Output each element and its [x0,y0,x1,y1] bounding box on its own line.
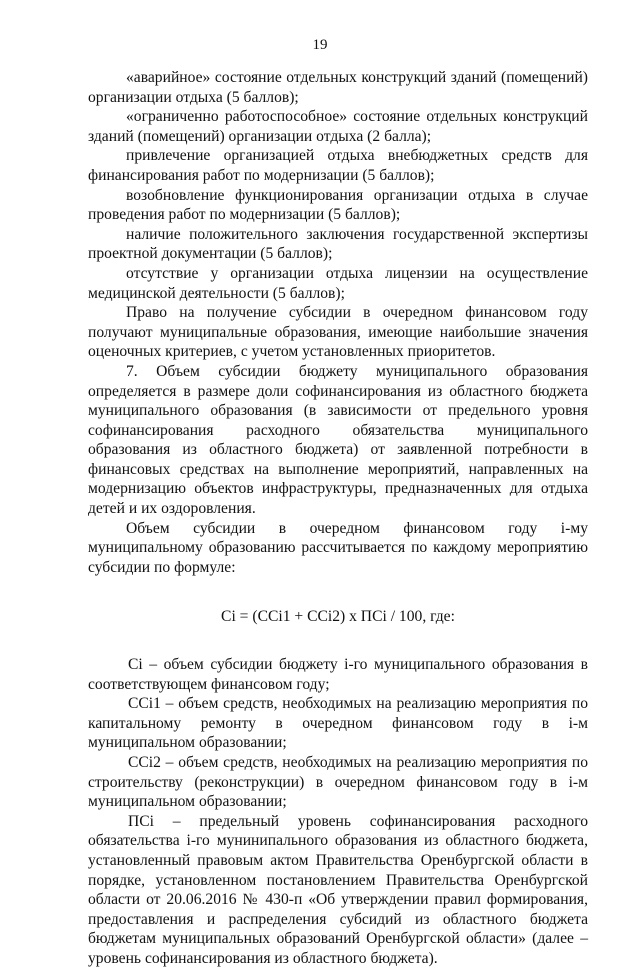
criterion-extrabudget-funds: привлечение организацией отдыха внебюджетных средств для финансирования работ по модернизации (5 баллов); [88,147,588,184]
eligibility-paragraph: Право на получение субсидии в очередном финансовом году получают муниципальные образования, имеющие наибольшие значения оценочных критериев, с учетом установленных приоритетов. [88,304,588,361]
definition-psi: ПСi – предельный уровень софинансирования расходного обязательства i-го мунинипального образования из областного бюджета, установленный правовым актом Правительства Оренбургской области в порядке, установленном постановлением Правительства Оренбургской области от 20.06.2016 № 430-п «Об утверждении правил формирования, предоставления и распределения субсидий из областного бюджета бюджетам муниципальных образований Оренбургской области» (далее – уровень софинансирования из областного бюджета). [88,812,588,967]
document-body [88,68,588,969]
subsidy-formula: Сi = (ССi1 + ССi2) х ПСi / 100, где: [221,608,455,626]
page-number: 19 [312,37,328,53]
definition-cci1: ССi1 – объем средств, необходимых на реализацию мероприятия по капитальному ремонту в очередном финансовом году в i-м муниципальном образовании; [88,695,588,752]
criterion-resumption: возобновление функционирования организации отдыха в случае проведения работ по модернизации (5 баллов); [88,186,588,224]
criterion-emergency-state: «аварийное» состояние отдельных конструкций зданий (помещений) организации отдыха (5 баллов); [88,69,588,106]
definition-ci: Сi – объем субсидии бюджету i-го муниципального образования в соответствующем финансовом году; [88,656,588,693]
clause-7-paragraph: 7. Объем субсидии бюджету муниципального образования определяется в размере доли софинансирования из областного бюджета муниципального образования (в зависимости от предельного уровня софинансирования расходного обязательства муниципального образования из областного бюджета) от заявленной потребности в финансовых средствах на выполнение мероприятий, направленных на модернизацию объектов инфраструктуры, предназначенных для отдыха детей и их оздоровления. [88,362,588,518]
criterion-limited-state: «ограниченно работоспособное» состояние отдельных конструкций зданий (помещений) организации отдыха (2 балла); [88,108,588,145]
formula-intro-paragraph: Объем субсидии в очередном финансовом году i-му муниципальному образованию рассчитывается по каждому мероприятию субсидии по формуле: [88,519,588,576]
criterion-expertise: наличие положительного заключения государственной экспертизы проектной документации (5 баллов); [88,225,588,263]
criterion-no-license: отсутствие у организации отдыха лицензии на осуществление медицинской деятельности (5 баллов); [88,264,588,302]
definition-cci2: ССi2 – объем средств, необходимых на реализацию мероприятия по строительству (реконструкции) в очередном финансовом году в i-м муниципальном образовании; [88,754,588,811]
